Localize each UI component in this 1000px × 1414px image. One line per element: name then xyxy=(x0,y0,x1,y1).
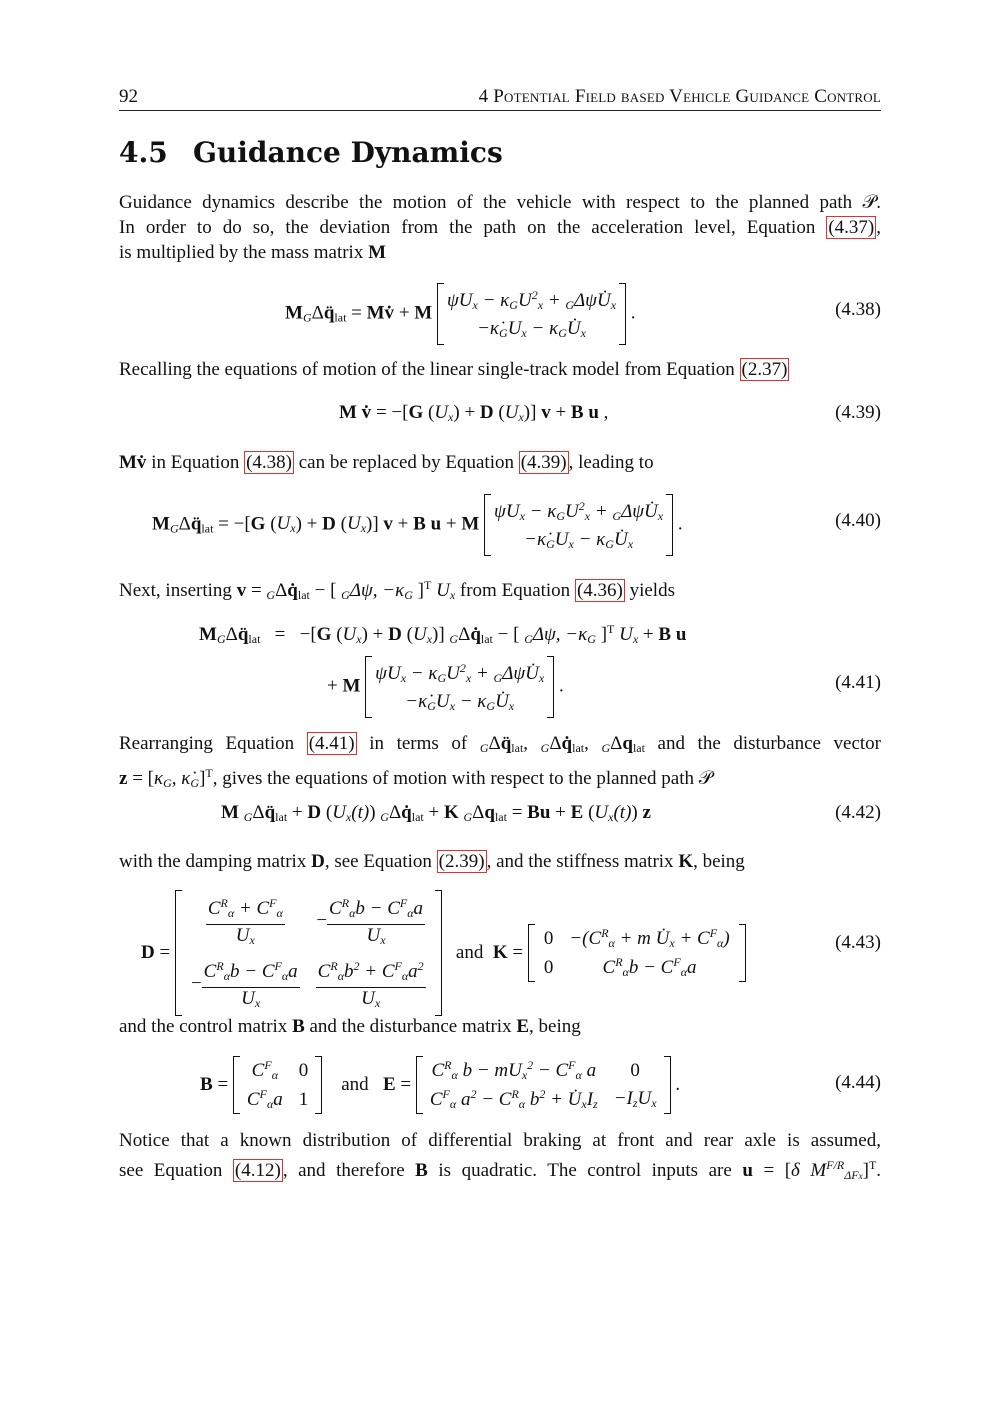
paragraph-recall xyxy=(119,357,881,382)
chapter-title: 4 Potential Field based Vehicle Guidance Control xyxy=(478,86,881,107)
paragraph-rearranging xyxy=(119,731,881,796)
equation-number: (4.39) xyxy=(835,402,881,423)
text-line: Next, inserting $v = _G\Delta q̇_{lat}$ − [ $_G$Δψ, $-\kappa_G$ ]$^T$ $U_x$ from Equation (4.36) yields xyxy=(119,578,675,602)
equation-4-43: D = $\frac{C^R_\alpha + C^F_\alpha}{U_x}$ − $\frac{C^R_\alpha b - C^F_\alpha a}{U_x}$ − $\frac{C^R_\alpha b - C^F_\alpha a}{U_x}$ $\frac{C^R_\alpha b^2 + C^F_\alpha a^2}{U_x}$ and K = 0 $-(C^R_\alpha + m$ $U̇_x + C^F_\alpha$) 0 $C^R_\alpha b - C^F_\alpha a$ (4.43) xyxy=(119,890,881,1000)
paragraph-replace xyxy=(119,450,881,475)
equation-link[interactable]: (4.41) xyxy=(308,733,355,754)
equation-4-41: $M_G\Delta q̈_{lat} = -[G$ $(U_x) + D$ $(U_x)$] $_G\Delta q̇_{lat}$ − [ $_G$Δψ, $-\kappa_G$ ]$^T$ $U_x + B$ u + M $\psi̇U_x - \kappa_GU^2_x$ + $_G\Delta\psi U̇_x$ $-\kappȧ_GU_x$ − $\kappa_GU̇_x$ . (4.41) xyxy=(119,622,881,714)
section-title: Guidance Dynamics xyxy=(193,136,503,169)
equation-4-38: $M_G\Delta q̈_{lat}$ = Mv̇ + M $\psi̇U_x - \kappa_GU^2_x$ + $_G\Delta\psi U̇_x$ $-\kappȧ_GU_x$ − $\kappa_GU̇_x$ . (4.38) xyxy=(119,283,881,339)
paragraph-damping xyxy=(119,849,881,874)
text-line: see Equation (4.12) , and therefore B is quadratic. The control inputs are u = [δ $M^{F/R}_{\Delta Fx}]^T$. xyxy=(119,1158,882,1182)
paragraph-intro xyxy=(119,190,881,265)
running-header xyxy=(119,84,881,111)
paragraph-control xyxy=(119,1014,881,1039)
paragraph-notice xyxy=(119,1128,881,1189)
paragraph-inserting xyxy=(119,573,881,608)
equation-link[interactable]: (2.37) xyxy=(741,359,788,380)
text-line: $z = [\kappa_G$, $\kappȧ_G]^T$, gives the equations of motion with respect to the planned path 𝒫 xyxy=(119,766,713,790)
equation-number: (4.38) xyxy=(835,299,881,320)
equation-number: (4.44) xyxy=(835,1072,881,1093)
text-line: with the damping matrix D, see Equation (2.39) , and the stiffness matrix K, being xyxy=(119,851,745,872)
section-number: 4.5 xyxy=(119,136,168,169)
equation-4-42: M $_G\Delta q̈_{lat} + D$ $(U_x(t))$ $_G\Delta q̇_{lat} + K$ $_G\Delta q_{lat} = Bu + E$ $(U_x(t))$ z (4.42) xyxy=(221,802,881,824)
damping-matrix: $\frac{C^R_\alpha + C^F_\alpha}{U_x}$ − $\frac{C^R_\alpha b - C^F_\alpha a}{U_x}$ − $\frac{C^R_\alpha b - C^F_\alpha a}{U_x}$ $\frac{C^R_\alpha b^2 + C^F_\alpha a^2}{U_x}$ xyxy=(183,890,434,1016)
text-line: Rearranging Equation (4.41) in terms of $_G\Delta q̈_{lat}$, $_G\Delta q̇_{lat}$, $_G\Delta q_{lat}$ and the disturbance vector xyxy=(119,733,882,755)
equation-link[interactable]: (4.37) xyxy=(828,217,875,238)
text-line: Guidance dynamics describe the motion of the vehicle with respect to the planned path 𝒫. xyxy=(119,192,881,213)
equation-link[interactable]: (4.39) xyxy=(520,452,567,473)
section-heading xyxy=(119,136,503,169)
control-matrix: $C^F_\alpha$ 0 $C^F_\alpha a$ 1 xyxy=(246,1058,309,1111)
equation-number: (4.40) xyxy=(835,510,881,531)
equation-number: (4.42) xyxy=(835,802,881,823)
equation-number: (4.41) xyxy=(835,672,881,693)
disturbance-matrix: $C^R_\alpha$ $b - mU_x^2 - C^F_\alpha$ a 0 $C^F_\alpha$ $a^2 - C^R_\alpha$ $b^2$ + $U̇_xI_z$ $-I_zU_x$ xyxy=(429,1058,657,1111)
stiffness-matrix: 0 $-(C^R_\alpha + m$ $U̇_x + C^F_\alpha$) 0 $C^R_\alpha b - C^F_\alpha a$ xyxy=(543,926,730,979)
equation-4-44: B = $C^F_\alpha$ 0 $C^F_\alpha a$ 1 and E = $C^R_\alpha$ $b - mU_x^2 - C^F_\alpha$ a 0 $C^F_\alpha$ $a^2 - C^R_\alpha$ $b^2$ + $U̇_xI_z$ $-I_zU_x$ . (4.44) xyxy=(119,1056,881,1112)
equation-number: (4.43) xyxy=(835,932,881,953)
equation-link[interactable]: (4.38) xyxy=(246,452,292,473)
equation-link[interactable]: (4.36) xyxy=(576,580,623,601)
text-line: Recalling the equations of motion of the linear single-track model from Equation (2.37) xyxy=(119,359,788,380)
text-line: In order to do so, the deviation from the path on the acceleration level, Equation (4.37) , xyxy=(119,217,881,238)
text-line: Notice that a known distribution of differential braking at front and rear axle is assumed, xyxy=(119,1130,881,1151)
equation-link[interactable]: (2.39) xyxy=(438,851,485,872)
equation-4-40: $M_G\Delta q̈_{lat} = -[G$ $(U_x) + D$ $(U_x)$] v + B u + M $\psi̇U_x - \kappa_GU^2_x$ + $_G\Delta\psi U̇_x$ $-\kappȧ_GU_x$ − $\kappa_GU̇_x$ . (4.40) xyxy=(119,494,881,550)
equation-4-39: M v̇ = −[G $(U_x) + D$ $(U_x)$] v + B u , (4.39) xyxy=(339,402,881,424)
page-number: 92 xyxy=(119,86,138,107)
equation-link[interactable]: (4.12) xyxy=(234,1160,281,1181)
text-line: is multiplied by the mass matrix M xyxy=(119,242,387,263)
text-line: Mv̇ in Equation (4.38) can be replaced by Equation (4.39) , leading to xyxy=(119,452,654,473)
text-line: and the control matrix B and the disturbance matrix E, being xyxy=(119,1016,581,1037)
